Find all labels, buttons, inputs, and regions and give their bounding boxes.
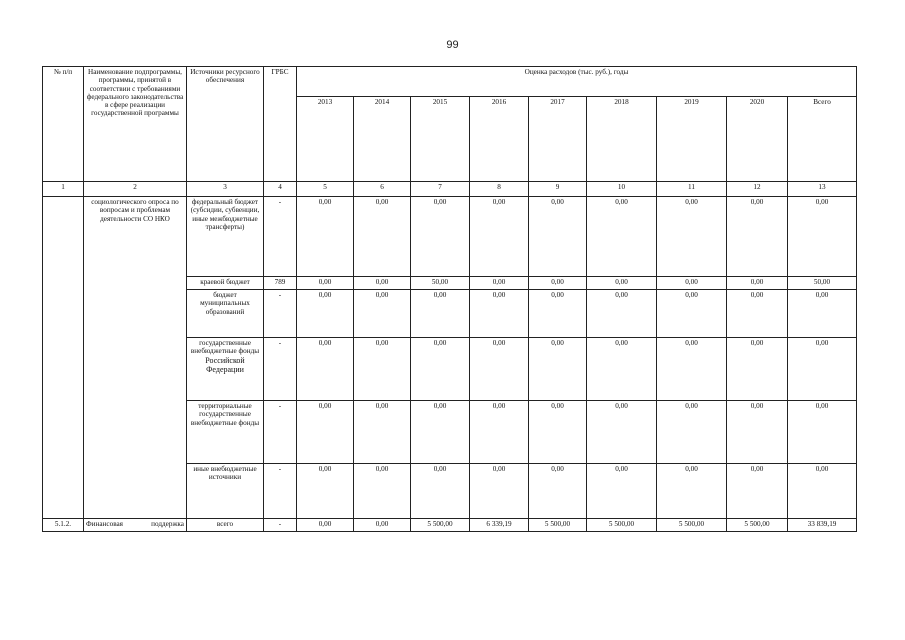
value-cell: 0,00 [788, 338, 857, 401]
value-cell: 0,00 [297, 401, 354, 464]
header-row [43, 67, 857, 97]
source-cell: бюджет муниципальных образований [187, 290, 264, 338]
block-nn: 5.1.2. [43, 519, 84, 532]
value-cell: 0,00 [411, 197, 470, 277]
value-cell: 0,00 [727, 338, 788, 401]
value-cell: 5 500,00 [411, 519, 470, 532]
value-cell: 0,00 [587, 197, 657, 277]
value-cell: 0,00 [470, 197, 529, 277]
value-cell: 0,00 [297, 277, 354, 290]
header-year: 2018 [587, 97, 657, 182]
table-row [43, 197, 857, 277]
column-number: 9 [529, 182, 587, 197]
header-grbs: ГРБС [264, 67, 297, 182]
value-cell: 0,00 [657, 338, 727, 401]
column-number: 11 [657, 182, 727, 197]
value-cell: 0,00 [788, 464, 857, 519]
value-cell: 0,00 [788, 401, 857, 464]
value-cell: 0,00 [354, 290, 411, 338]
source-cell: краевой бюджет [187, 277, 264, 290]
header-year-total: Всего [788, 97, 857, 182]
column-numbers-row [43, 182, 857, 197]
grbs-cell: - [264, 197, 297, 277]
value-cell: 0,00 [354, 519, 411, 532]
value-cell: 33 839,19 [788, 519, 857, 532]
value-cell: 0,00 [657, 290, 727, 338]
header-year: 2019 [657, 97, 727, 182]
value-cell: 0,00 [587, 464, 657, 519]
header-sources: Источники ресурсного обеспечения [187, 67, 264, 182]
value-cell: 0,00 [470, 401, 529, 464]
source-cell: иные внебюджетные источники [187, 464, 264, 519]
column-number: 6 [354, 182, 411, 197]
value-cell: 0,00 [411, 338, 470, 401]
grbs-cell: - [264, 290, 297, 338]
value-cell: 0,00 [727, 197, 788, 277]
value-cell: 0,00 [354, 401, 411, 464]
value-cell: 0,00 [297, 290, 354, 338]
value-cell: 0,00 [297, 519, 354, 532]
value-cell: 0,00 [354, 197, 411, 277]
table-row [43, 519, 857, 532]
value-cell: 0,00 [587, 277, 657, 290]
value-cell: 0,00 [354, 338, 411, 401]
value-cell: 5 500,00 [727, 519, 788, 532]
value-cell: 0,00 [411, 464, 470, 519]
value-cell: 0,00 [411, 290, 470, 338]
value-cell: 0,00 [529, 401, 587, 464]
value-cell: 0,00 [529, 277, 587, 290]
header-estimate: Оценка расходов (тыс. руб.), годы [297, 67, 857, 97]
value-cell: 0,00 [657, 401, 727, 464]
value-cell: 50,00 [411, 277, 470, 290]
grbs-cell: - [264, 464, 297, 519]
source-cell: всего [187, 519, 264, 532]
header-year: 2015 [411, 97, 470, 182]
header-year: 2013 [297, 97, 354, 182]
header-nn: № п/п [43, 67, 84, 182]
header-name: Наименование подпрограммы, программы, принятой в соответствии с требованиями федерального законодательства в сфере реализации государственной программы [84, 67, 187, 182]
source-line: государственные внебюджетные фонды [190, 339, 260, 356]
header-year: 2020 [727, 97, 788, 182]
value-cell: 0,00 [470, 338, 529, 401]
value-cell: 5 500,00 [657, 519, 727, 532]
block-name: социологического опроса по вопросам и проблемам деятельности СО НКО [84, 197, 187, 519]
value-cell: 0,00 [657, 464, 727, 519]
value-cell: 0,00 [297, 197, 354, 277]
block-nn [43, 197, 84, 519]
source-line: Российской Федерации [205, 355, 245, 374]
grbs-cell: - [264, 519, 297, 532]
grbs-cell: - [264, 401, 297, 464]
column-number: 2 [84, 182, 187, 197]
column-number: 8 [470, 182, 529, 197]
value-cell: 50,00 [788, 277, 857, 290]
value-cell: 0,00 [297, 464, 354, 519]
source-cell [187, 338, 264, 401]
budget-table [42, 66, 857, 532]
value-cell: 0,00 [657, 277, 727, 290]
source-cell: территориальные государственные внебюджетные фонды [187, 401, 264, 464]
value-cell: 6 339,19 [470, 519, 529, 532]
column-number: 5 [297, 182, 354, 197]
value-cell: 0,00 [727, 401, 788, 464]
value-cell: 0,00 [470, 464, 529, 519]
source-cell: федеральный бюджет (субсидии, субвенции, иные межбюджетные трансферты) [187, 197, 264, 277]
column-number: 3 [187, 182, 264, 197]
value-cell: 0,00 [354, 464, 411, 519]
value-cell: 0,00 [657, 197, 727, 277]
column-number: 13 [788, 182, 857, 197]
value-cell: 0,00 [587, 338, 657, 401]
header-year: 2017 [529, 97, 587, 182]
column-number: 7 [411, 182, 470, 197]
block-name: Финансовая поддержка [84, 519, 187, 532]
value-cell: 0,00 [529, 338, 587, 401]
value-cell: 0,00 [727, 277, 788, 290]
value-cell: 0,00 [529, 197, 587, 277]
value-cell: 0,00 [587, 290, 657, 338]
column-number: 4 [264, 182, 297, 197]
value-cell: 5 500,00 [529, 519, 587, 532]
header-year: 2016 [470, 97, 529, 182]
value-cell: 0,00 [788, 197, 857, 277]
value-cell: 0,00 [587, 401, 657, 464]
column-number: 1 [43, 182, 84, 197]
value-cell: 5 500,00 [587, 519, 657, 532]
column-number: 10 [587, 182, 657, 197]
value-cell: 0,00 [529, 290, 587, 338]
value-cell: 0,00 [411, 401, 470, 464]
value-cell: 0,00 [529, 464, 587, 519]
value-cell: 0,00 [788, 290, 857, 338]
value-cell: 0,00 [727, 464, 788, 519]
value-cell: 0,00 [354, 277, 411, 290]
value-cell: 0,00 [470, 290, 529, 338]
page-number: 99 [446, 39, 459, 51]
column-number: 12 [727, 182, 788, 197]
grbs-cell: 789 [264, 277, 297, 290]
value-cell: 0,00 [297, 338, 354, 401]
header-year: 2014 [354, 97, 411, 182]
value-cell: 0,00 [727, 290, 788, 338]
value-cell: 0,00 [470, 277, 529, 290]
grbs-cell: - [264, 338, 297, 401]
